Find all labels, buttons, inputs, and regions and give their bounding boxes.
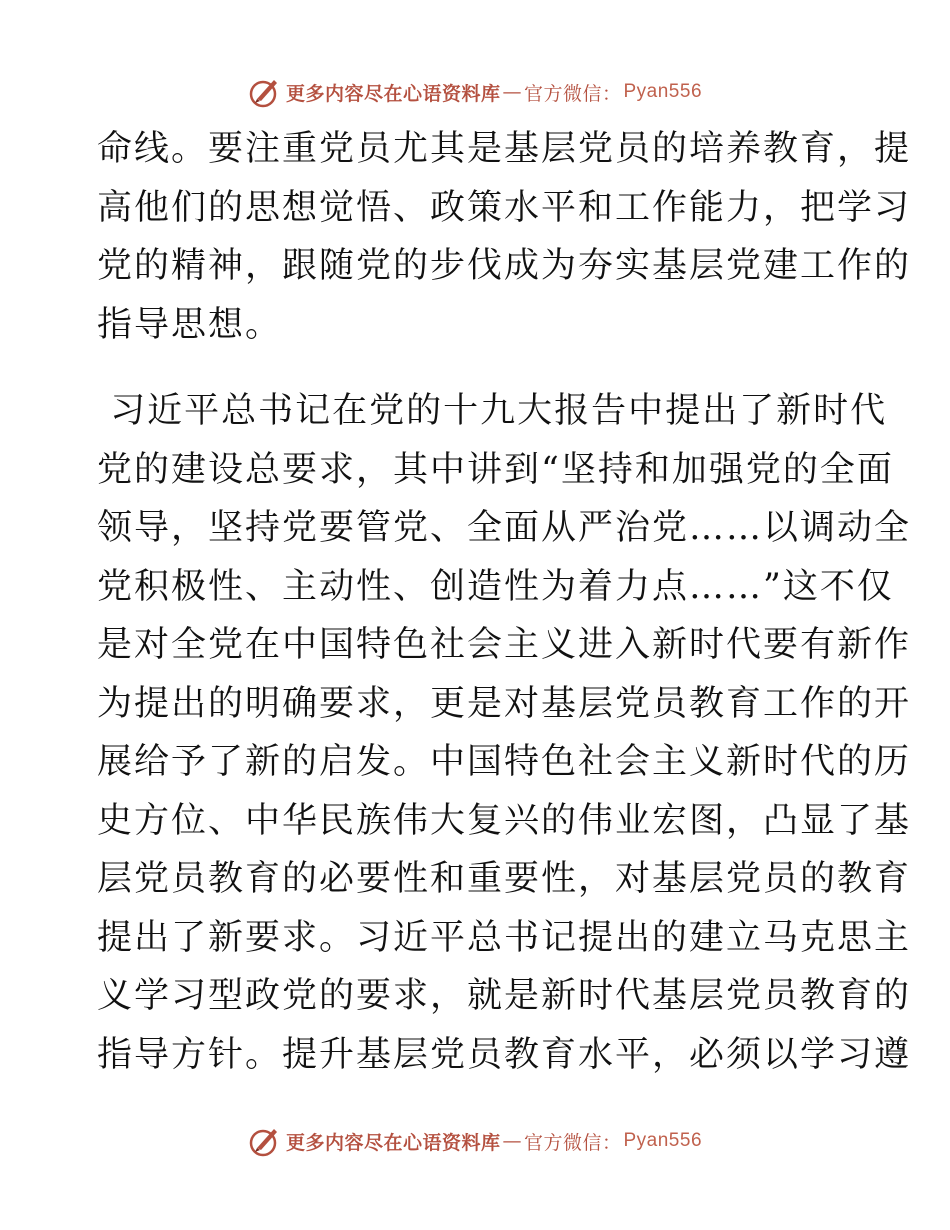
text-line: 高他们的思想觉悟、政策水平和工作能力，把学习 [97, 187, 912, 228]
footer-watermark [0, 1121, 950, 1161]
text-line: 义学习型政党的要求，就是新时代基层党员教育的 [97, 976, 912, 1016]
footer-brand-text: 更多内容尽在心语资料库 [285, 1131, 501, 1154]
text-line: 为提出的明确要求，更是对基层党员教育工作的开 [97, 683, 912, 724]
text-line: 党的精神，跟随党的步伐成为夯实基层党建工作的 [97, 246, 912, 286]
text-line: 党的建设总要求，其中讲到“坚持和加强党的全面 [97, 449, 894, 490]
text-line: 史方位、中华民族伟大复兴的伟业宏图，凸显了基 [97, 800, 912, 841]
header-brand-text: 更多内容尽在心语资料库 [285, 82, 501, 105]
document-body [97, 120, 912, 1084]
paragraph-spacer [97, 354, 857, 382]
text-line: 领导，坚持党要管党、全面从严治党……以调动全 [97, 508, 912, 548]
text-line: 是对全党在中国特色社会主义进入新时代要有新作 [97, 625, 912, 665]
quill-logo-icon [248, 75, 282, 109]
header-wechat-id: Pyan556 [623, 81, 703, 102]
header-separator: — [502, 81, 522, 103]
paragraph-2 [97, 382, 912, 1084]
text-line: 党积极性、主动性、创造性为着力点……”这不仅 [97, 566, 894, 607]
text-line: 层党员教育的必要性和重要性，对基层党员的教育 [97, 859, 912, 899]
paragraph-1 [97, 120, 912, 354]
header-wechat-label: 官方微信： [523, 82, 622, 105]
footer-wechat-label: 官方微信： [523, 1131, 622, 1154]
footer-wechat-id: Pyan556 [623, 1130, 703, 1151]
text-line: 展给予了新的启发。中国特色社会主义新时代的历 [97, 742, 912, 782]
footer-separator: — [502, 1130, 522, 1152]
text-line: 命线。要注重党员尤其是基层党员的培养教育，提 [97, 129, 912, 169]
text-line: 习近平总书记在党的十九大报告中提出了新时代 [97, 391, 888, 431]
header-watermark [0, 72, 950, 112]
text-line: 指导思想。 [97, 304, 283, 345]
text-line: 指导方针。提升基层党员教育水平，必须以学习遵 [97, 1034, 912, 1075]
quill-logo-icon [248, 1124, 282, 1158]
text-line: 提出了新要求。习近平总书记提出的建立马克思主 [97, 917, 912, 958]
